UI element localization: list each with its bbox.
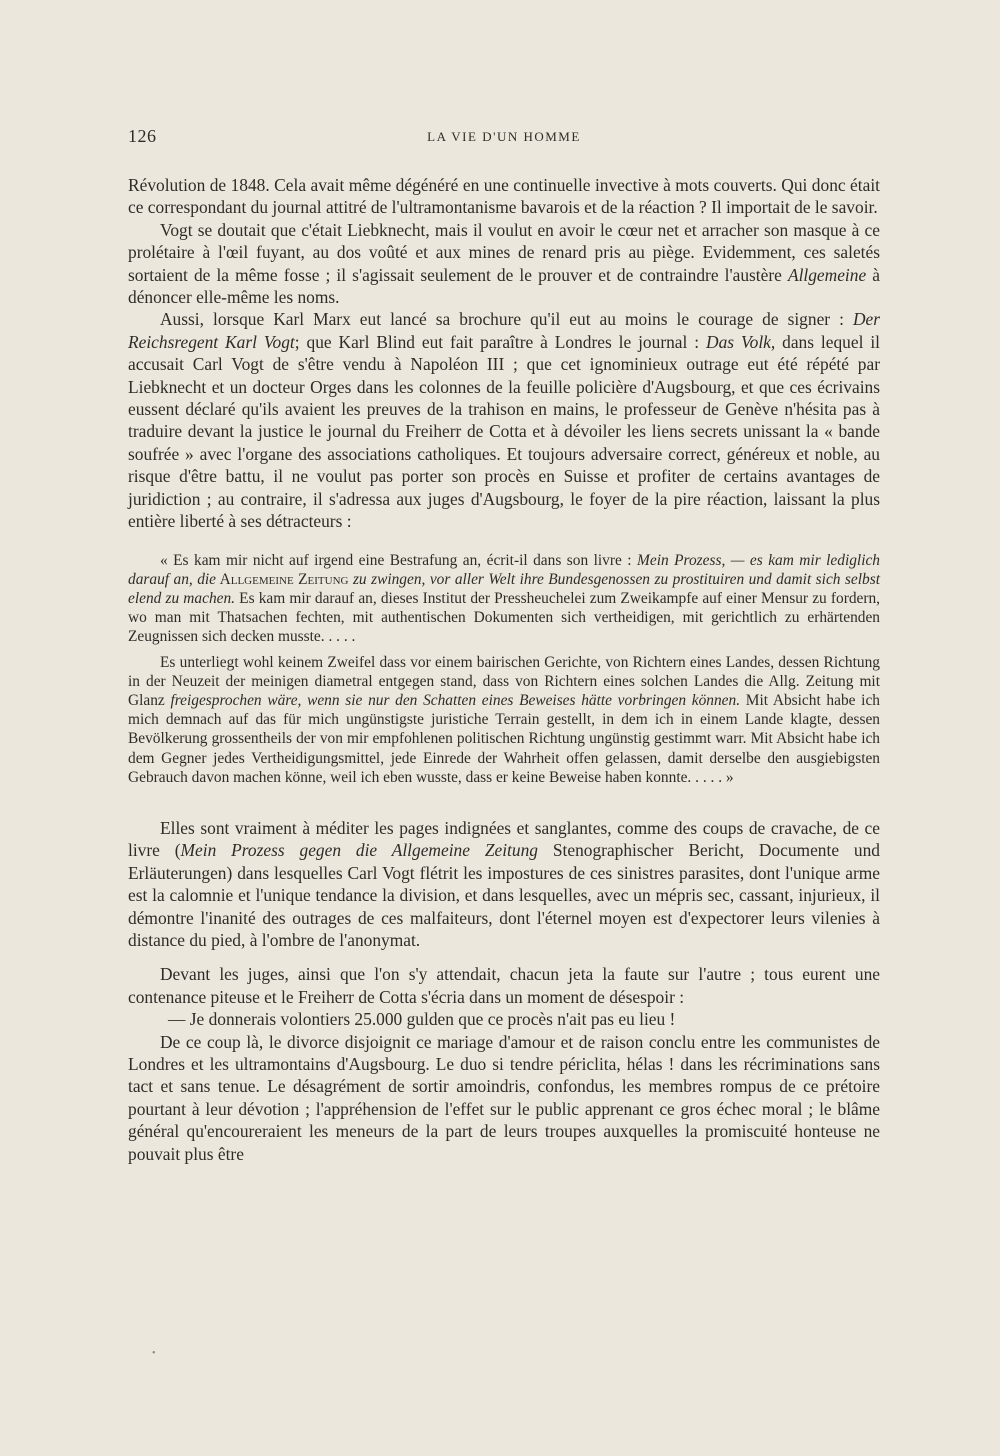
ink-speck: • [152,1348,156,1359]
running-head [128,126,880,154]
paragraph-devant-les-juges: Devant les juges, ainsi que l'on s'y attendait, chacun jeta la faute sur l'autre ; tous eurent une contenance piteuse et le Freiherr de Cotta s'écria dans un moment de désespoir : [128,964,880,1007]
text-run: ; que Karl Blind eut fait paraître à Londres le journal : [294,331,707,352]
paragraph-pages-indignees [128,817,880,951]
small-caps-run: Allgemeine Zeitung [216,570,353,588]
italic-run: Der Reichsregent Karl Vogt [128,309,880,352]
text-run: à dénoncer elle-même les noms. [128,264,880,308]
text-run: Stenographischer Bericht, Documente und Erläuterungen) dans lesquelles Carl Vogt flétrit les impostures de ces sinistres parasites, dont l'unique arme est la calomnie et l'unique tendance la division, et dans lesquelles, avec un mépris sec, cassant, injurieux, il démontre l'inanité des outrages de ces malfaiteurs, dont l'éternel moyen est d'expectorer leurs vilenies à distance du pied, à l'ombre de l'anonymat. [128,840,880,950]
text-run: Elles sont vraiment à méditer les pages indignées et sanglantes, comme des coups de cravache, de ce livre ( [128,817,880,861]
text-run: Es unterliegt wohl keinem Zweifel dass vor einem bairischen Gerichte, von Richtern eines Landes, dessen Richtung in der Neuzeit der meinigen diametral entgegen stand, dass von Richtern eines solchen Landes die Allg. Zeitung mit Glanz [128,653,880,709]
running-title: LA VIE D'UN HOMME [427,129,581,144]
text-run: Vogt se doutait que c'était Liebknecht, mais il voulut en avoir le cœur net et arracher son masque à ce prolétaire à l'œil fuyant, au dos voûté et aux mines de renard pris au piège. Evidemment, ces saletés sortaient de la même fosse ; il s'agissait seulement de le prouver et de contraindre l'austère [128,219,880,285]
paragraph-marx-brochure [128,308,880,532]
text-run: dans lequel il accusait Carl Vogt de s'être vendu à Napoléon III ; que cet ignominieux outrage eut été répété par Liebknecht et un docteur Orges dans les colonnes de la feuille policière d'Augsbourg, et que ces écrivains eussent déclaré qu'ils avaient les preuves de la trahison en mains, le professeur de Genève n'hésita pas à traduire devant la justice le journal du Freiherr de Cotta et à dévoiler les liens secrets unissant la « bande soufrée » avec l'organe des associations catholiques. Et toujours adversaire correct, généreux et noble, au risque d'être battu, il ne voulut pas porter son procès en Suisse et profiter de certains avantages de juridiction ; au contraire, il s'adressa aux juges d'Augsbourg, le foyer de la pire réaction, laissant la plus entière liberté à ses détracteurs : [128,331,880,532]
paragraph-continued: Révolution de 1848. Cela avait même dégénéré en une continuelle invective à mots couverts. Qui donc était ce correspondant du journal attitré de l'ultramontanisme bavarois et de la réaction ? Il importait de le savoir. [128,175,880,218]
dialogue-line: — Je donnerais volontiers 25.000 gulden que ce procès n'ait pas eu lieu ! [168,1009,676,1030]
body-text [128,174,880,1165]
italic-run: freigesprochen wäre, wenn sie nur den Schatten eines Beweises hätte vorbringen können. [170,691,741,709]
paragraph-divorce: De ce coup là, le divorce disjoignit ce mariage d'amour et de raison conclu entre les communistes de Londres et les ultramontains d'Augsbourg. Le duo si tendre périclita, hélas ! dans les récriminations sans tact et sans tenue. Le désagrément de sortir amoindris, confondus, les membres rompus de ce prétoire pourtant à leur dévotion ; l'appréhension de l'effet sur le public apprenant ce gros échec moral ; le blâme général qu'encoureraient les meneurs de la part de leurs troupes auxquelles la promiscuité honteuse ne pouvait plus être [128,1031,880,1164]
text-run: Aussi, lorsque Karl Marx eut lancé sa brochure qu'il eut au moins le courage de signer : [160,309,853,330]
page-number: 126 [128,126,157,146]
text-run: Es kam mir darauf an, dieses Institut der Pressheuchelei zum Zweikampfe auf einer Mensur zu fordern, wo man mit Thatsachen fechten, mit authentischen Dokumenten sich vertheidigen, mit gerichtlich zu erhärtenden Zeugnissen sich decken musste. . . . . [128,589,881,646]
quote-paragraph-1 [128,551,880,647]
italic-run: Das Volk, [706,331,776,352]
italic-run: Mein Prozess, — es kam mir lediglich darauf an, die [128,551,881,588]
paragraph-vogt-liebknecht [128,219,880,309]
italic-run: zu zwingen, vor aller Welt ihre Bundesgenossen zu prostituiren und damit sich selbst elend zu machen. [128,570,880,607]
text-run: « Es kam mir nicht auf irgend eine Bestrafung an, écrit-il dans son livre : [160,551,638,569]
italic-run: Allgemeine [787,264,867,285]
text-run: Mit Absicht habe ich mich demnach auf das für mich ungünstigste juristiche Terrain gestellt, in dem ich in einem Lande klagte, dessen Bevölkerung grossentheils der von mir empfohlenen politischen Richtung ungünstig gestimmt warr. Mit Absicht habe ich dem Gegner jedes Vertheidigungsmittel, jede Einrede der Wahrheit offen gelassen, damit derselbe den ausgiebigsten Gebrauch davon machen könne, weil ich eben wusste, dass er keine Beweise haben konnte. . . . . » [128,691,880,786]
italic-run: Mein Prozess gegen die Allgemeine Zeitung [180,840,538,861]
quote-paragraph-2 [128,653,880,787]
